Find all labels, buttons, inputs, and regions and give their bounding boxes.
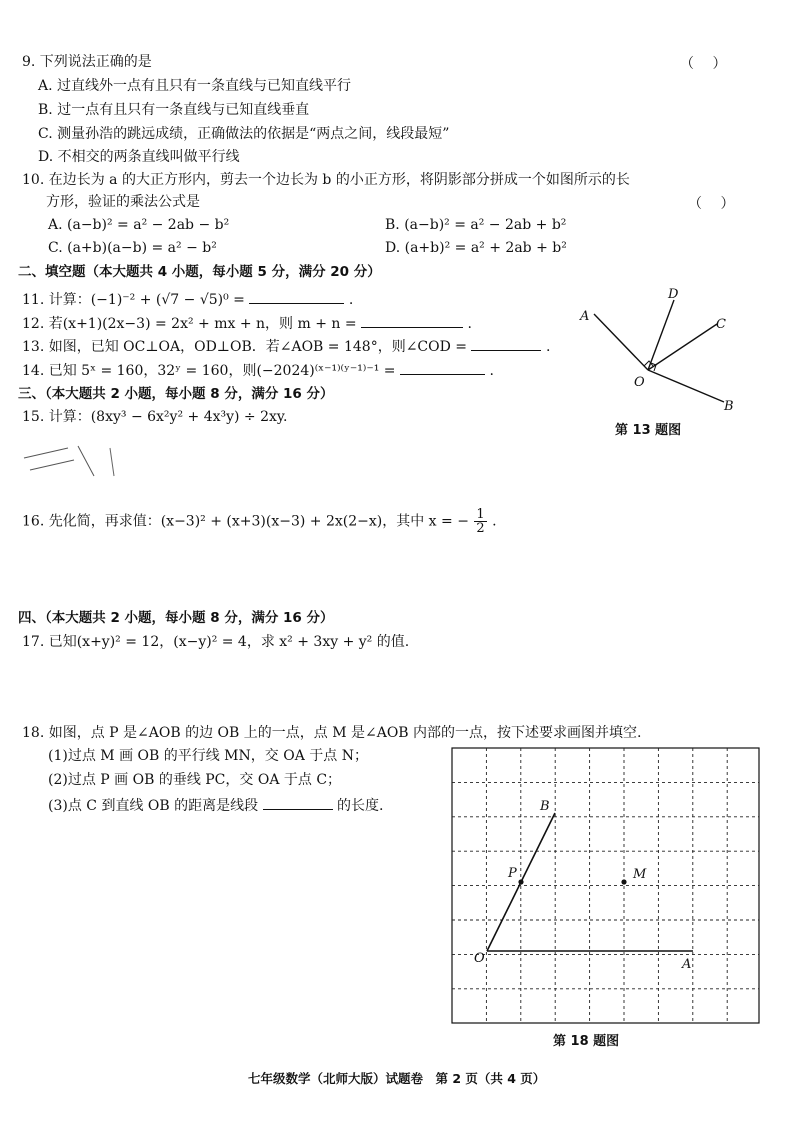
figure-18 [452,748,772,1023]
q18-answer-blank[interactable] [263,795,333,810]
fig13-label-o: O [634,375,645,390]
q14-text: 14. 已知 5ˣ = 160，32ʸ = 160，则(−2024)⁽ˣ⁻¹⁾⁽ʸ⁻¹⁾⁻¹ = [22,363,396,379]
q9-answer-paren[interactable]: （ ） [680,56,727,72]
q9-option-b: B. 过一点有且只有一条直线与已知直线垂直 [38,102,310,118]
figure-18-caption: 第 18 题图 [553,1034,620,1049]
q9-option-c: C. 测量孙浩的跳远成绩，正确做法的依据是“两点之间，线段最短” [38,126,450,142]
q18-step-3: (3)点 C 到直线 OB 的距离是线段 的长度. [48,795,383,815]
q13-answer-blank[interactable] [471,336,541,351]
q18-stem: 18. 如图，点 P 是∠AOB 的边 OB 上的一点，点 M 是∠AOB 内部的一点，按下述要求画图并填空. [22,725,642,741]
q16: 16. 先化简，再求值：(x−3)² + (x+3)(x−3) + 2x(2−x)，其中 x = − $\frac{1}{2}$ . [22,507,497,536]
q16-text: 16. 先化简，再求值：(x−3)² + (x+3)(x−3) + 2x(2−x)，其中 x = − [22,513,469,530]
q13: 13. 如图，已知 OC⊥OA，OD⊥OB．若∠AOB = 148°，则∠COD = . [22,336,550,356]
fig18-label-m: M [633,867,647,882]
figure-13 [572,286,752,426]
q16-fraction: $\frac{1}{2}$ [476,507,485,536]
fig13-label-d: D [668,287,679,302]
fig13-label-c: C [716,317,726,332]
ray-OC [648,324,717,370]
point-P [518,879,523,884]
q18-step-1: (1)过点 M 画 OB 的平行线 MN，交 OA 于点 N； [48,748,368,764]
section-4-heading: 四、（本大题共 2 小题，每小题 8 分，满分 16 分） [18,610,334,626]
figure-13-caption: 第 13 题图 [615,423,682,438]
q10-option-a: A. (a−b)² = a² − 2ab − b² [48,217,230,233]
q14-answer-blank[interactable] [400,360,485,375]
q18-step-2: (2)过点 P 画 OB 的垂线 PC，交 OA 于点 C； [48,772,342,788]
q15-text: 15. 计算：(8xy³ − 6x²y² + 4x³y) ÷ 2xy. [22,409,288,425]
point-M [621,879,626,884]
section-3-heading: 三、（本大题共 2 小题，每小题 8 分，满分 16 分） [18,386,334,402]
q11: 11. 计算：(−1)⁻² + (√7 − √5)⁰ = . [22,289,353,309]
fig13-label-a: A [580,309,590,324]
section-2-heading: 二、填空题（本大题共 4 小题，每小题 5 分，满分 20 分） [18,264,381,280]
q10-stem-line2: 方形，验证的乘法公式是 [46,194,200,210]
page-footer: 七年级数学（北师大版）试题卷 第 2 页（共 4 页） [248,1071,546,1086]
ray-OD [648,300,674,370]
q10-option-d: D. (a+b)² = a² + 2ab + b² [385,240,567,256]
q10-option-c: C. (a+b)(a−b) = a² − b² [48,240,217,256]
q11-text: 11. 计算：(−1)⁻² + (√7 − √5)⁰ = [22,292,245,308]
q10-stem-line1: 10. 在边长为 a 的大正方形内，剪去一个边长为 b 的小正方形，将阴影部分拼成一个如图所示的长 [22,172,630,188]
q14: 14. 已知 5ˣ = 160，32ʸ = 160，则(−2024)⁽ˣ⁻¹⁾⁽ʸ⁻¹⁾⁻¹ = . [22,360,494,380]
fig18-label-b: B [540,799,550,814]
ray-OA [594,314,648,370]
fig18-label-o: O [474,951,485,966]
fig18-label-a: A [682,957,692,972]
q10-answer-paren[interactable]: （ ） [688,196,735,212]
q12-answer-blank[interactable] [361,313,463,328]
stray-pen-marks [18,438,138,488]
q17-text: 17. 已知(x+y)² = 12，(x−y)² = 4，求 x² + 3xy + y² 的值. [22,634,410,650]
q10-option-b: B. (a−b)² = a² − 2ab + b² [385,217,567,233]
q12-text: 12. 若(x+1)(2x−3) = 2x² + mx + n，则 m + n = [22,316,357,332]
fig13-label-b: B [724,399,734,414]
q9-option-d: D. 不相交的两条直线叫做平行线 [38,149,240,165]
q11-answer-blank[interactable] [249,289,344,304]
q9-option-a: A. 过直线外一点有且只有一条直线与已知直线平行 [38,78,352,94]
ray-OB [648,370,724,402]
q9-stem: 9. 下列说法正确的是 [22,54,152,70]
q13-text: 13. 如图，已知 OC⊥OA，OD⊥OB．若∠AOB = 148°，则∠COD = [22,339,468,355]
q12: 12. 若(x+1)(2x−3) = 2x² + mx + n，则 m + n = . [22,313,472,333]
fig18-label-p: P [508,866,517,881]
